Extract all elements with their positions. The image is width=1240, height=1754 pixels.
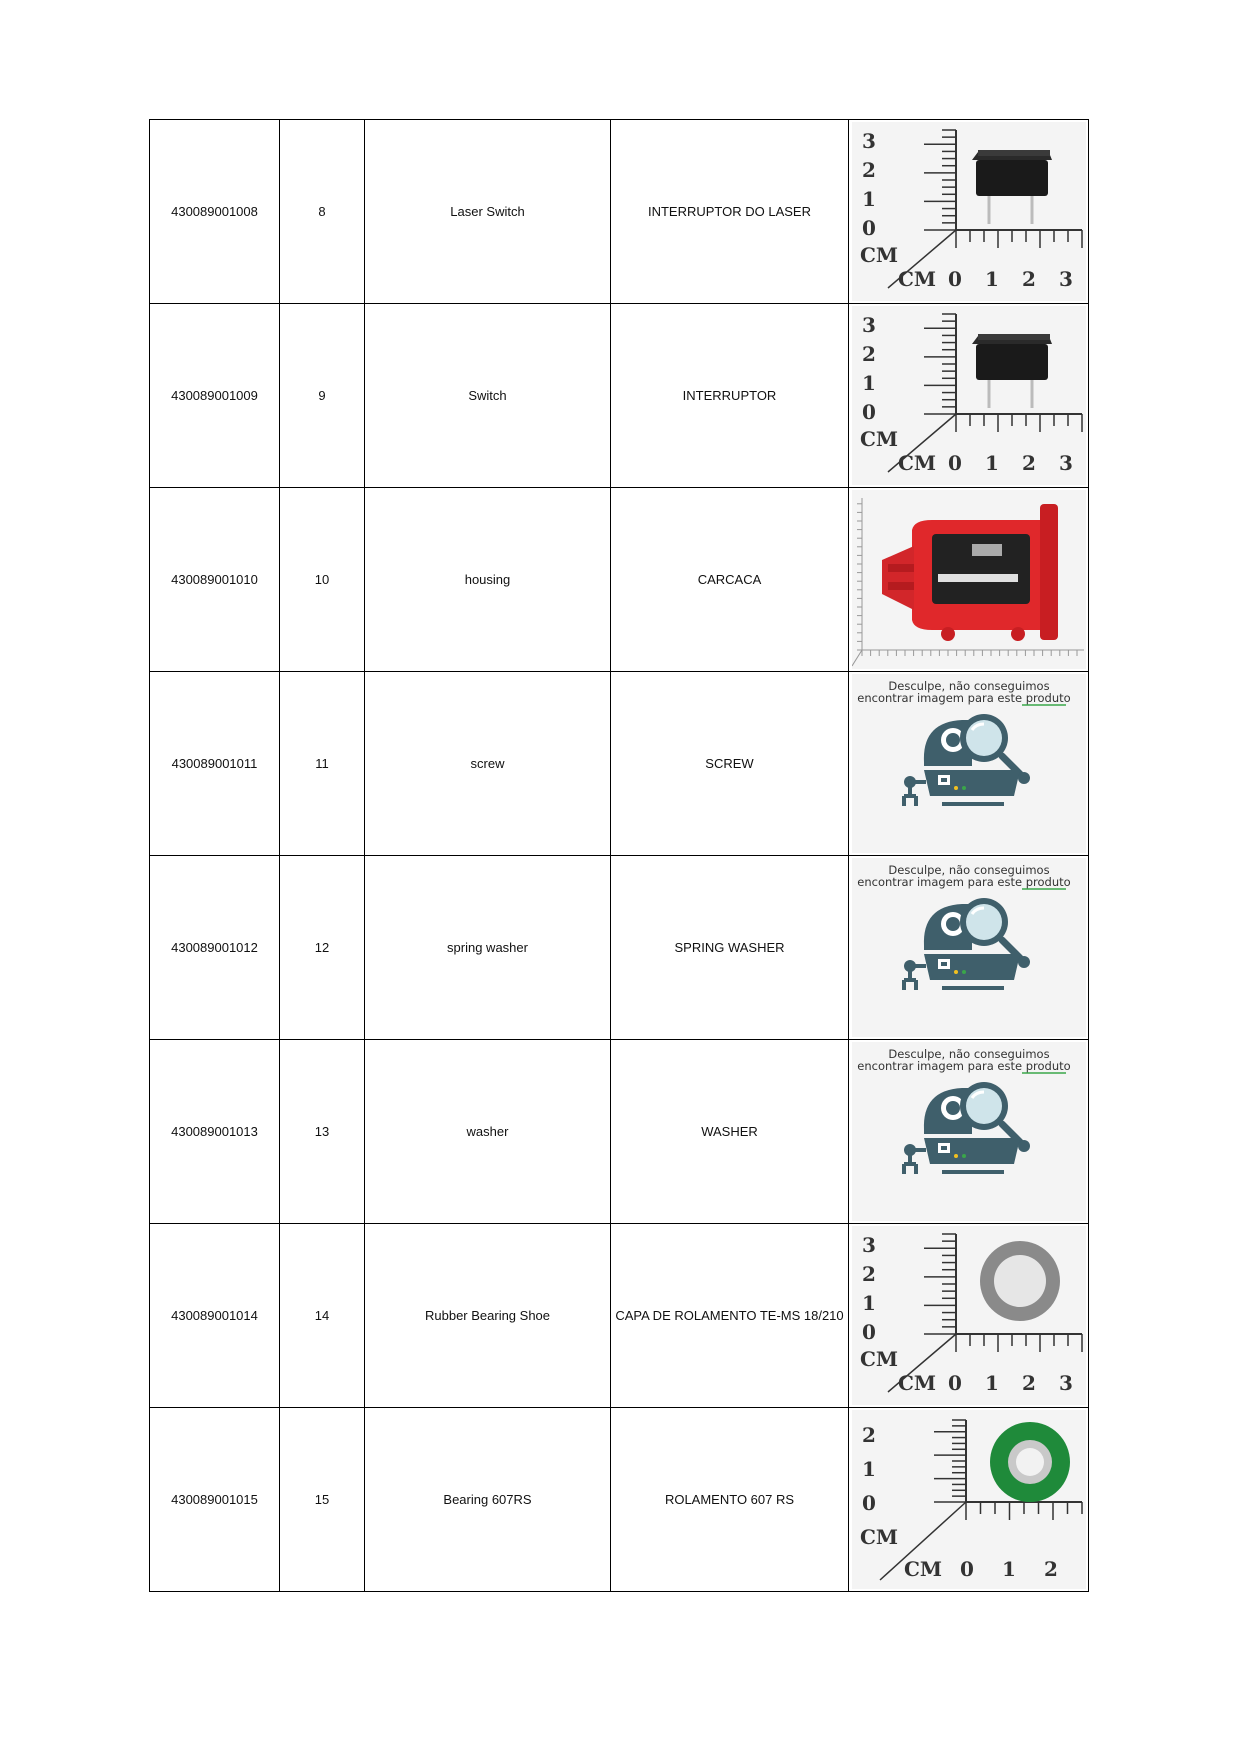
scale-digit-y: 0	[861, 216, 876, 240]
position-cell: 10	[280, 488, 365, 672]
name-en-cell: Switch	[365, 304, 611, 488]
scale-digit-x: 3	[1058, 267, 1073, 291]
table-row	[150, 856, 1089, 1040]
scale-digit-y: 3	[861, 313, 876, 337]
no-image-text: encontrar imagem para este produto	[856, 691, 1071, 705]
table-row	[150, 1224, 1089, 1408]
scale-unit-label: CM	[897, 267, 936, 291]
name-en-cell: spring washer	[365, 856, 611, 1040]
part-number-cell: 430089001011	[150, 672, 280, 856]
scale-digit-y: 0	[861, 1491, 876, 1515]
scale-digit-y: 1	[861, 371, 876, 395]
scale-digit-y: 1	[861, 1291, 876, 1315]
scale-digit-x: 1	[1001, 1557, 1016, 1581]
name-pt-cell: INTERRUPTOR	[611, 304, 849, 488]
name-en-cell: Rubber Bearing Shoe	[365, 1224, 611, 1408]
part-image	[852, 122, 1086, 301]
part-image-cell	[849, 1040, 1089, 1224]
scale-unit-label: CM	[859, 1525, 898, 1549]
parts-table	[149, 119, 1089, 1592]
scale-unit-label: CM	[897, 1371, 936, 1395]
scale-digit-y: 1	[861, 187, 876, 211]
part-image	[852, 306, 1086, 485]
no-image-text: Desculpe, não conseguimos	[887, 863, 1050, 877]
scale-digit-x: 1	[984, 1371, 999, 1395]
part-image-cell	[849, 1408, 1089, 1592]
scale-digit-x: 0	[947, 1371, 962, 1395]
red-housing-icon	[852, 490, 1086, 669]
scale-digit-y: 3	[861, 1233, 876, 1257]
scale-unit-label: CM	[903, 1557, 942, 1581]
green-bearing-image	[990, 1422, 1070, 1502]
position-cell: 9	[280, 304, 365, 488]
parts-sheet	[149, 119, 1089, 1592]
scale-digit-x: 2	[1021, 1371, 1036, 1395]
scale-digit-x: 1	[984, 267, 999, 291]
name-en-cell: Laser Switch	[365, 120, 611, 304]
scale-digit-x: 0	[947, 267, 962, 291]
part-image-cell	[849, 1224, 1089, 1408]
name-pt-cell: INTERRUPTOR DO LASER	[611, 120, 849, 304]
table-row	[150, 1408, 1089, 1592]
part-number-cell: 430089001010	[150, 488, 280, 672]
part-number-cell: 430089001013	[150, 1040, 280, 1224]
scale-digit-y: 0	[861, 1320, 876, 1344]
grey-ring-icon	[852, 1226, 1086, 1405]
scale-digit-x: 0	[959, 1557, 974, 1581]
name-en-cell: Bearing 607RS	[365, 1408, 611, 1592]
no-image-text: Desculpe, não conseguimos	[887, 679, 1050, 693]
part-number-cell: 430089001009	[150, 304, 280, 488]
scale-digit-y: 2	[861, 342, 876, 366]
name-pt-cell: CAPA DE ROLAMENTO TE-MS 18/210	[611, 1224, 849, 1408]
scale-digit-y: 2	[861, 158, 876, 182]
green-bearing-icon	[852, 1410, 1086, 1589]
scale-unit-label: CM	[859, 243, 898, 267]
grey-ring-image	[980, 1241, 1060, 1321]
scale-digit-x: 0	[947, 451, 962, 475]
scale-digit-x: 3	[1058, 1371, 1073, 1395]
name-pt-cell: WASHER	[611, 1040, 849, 1224]
name-pt-cell: SPRING WASHER	[611, 856, 849, 1040]
part-number-cell: 430089001014	[150, 1224, 280, 1408]
part-image	[852, 1042, 1086, 1221]
table-row	[150, 672, 1089, 856]
scale-digit-x: 2	[1043, 1557, 1058, 1581]
no-image-text: Desculpe, não conseguimos	[887, 1047, 1050, 1061]
table-row	[150, 304, 1089, 488]
scale-digit-x: 3	[1058, 451, 1073, 475]
part-image	[852, 1226, 1086, 1405]
rocker-switch-icon	[852, 306, 1086, 485]
part-image	[852, 674, 1086, 853]
no-image-robot-icon	[852, 674, 1086, 853]
scale-unit-label: CM	[859, 1347, 898, 1371]
scale-unit-label: CM	[897, 451, 936, 475]
scale-digit-x: 2	[1021, 451, 1036, 475]
scale-digit-y: 0	[861, 400, 876, 424]
position-cell: 14	[280, 1224, 365, 1408]
name-pt-cell: CARCACA	[611, 488, 849, 672]
part-image	[852, 858, 1086, 1037]
name-en-cell: washer	[365, 1040, 611, 1224]
position-cell: 11	[280, 672, 365, 856]
name-en-cell: housing	[365, 488, 611, 672]
part-number-cell: 430089001008	[150, 120, 280, 304]
table-row	[150, 1040, 1089, 1224]
no-image-text: encontrar imagem para este produto	[856, 875, 1071, 889]
position-cell: 8	[280, 120, 365, 304]
scale-digit-x: 2	[1021, 267, 1036, 291]
name-pt-cell: ROLAMENTO 607 RS	[611, 1408, 849, 1592]
part-image-cell	[849, 856, 1089, 1040]
scale-unit-label: CM	[859, 427, 898, 451]
table-row	[150, 120, 1089, 304]
scale-digit-y: 2	[861, 1262, 876, 1286]
part-image	[852, 1410, 1086, 1589]
position-cell: 13	[280, 1040, 365, 1224]
scale-digit-y: 2	[861, 1423, 876, 1447]
scale-digit-y: 3	[861, 129, 876, 153]
scale-digit-x: 1	[984, 451, 999, 475]
part-image-cell	[849, 488, 1089, 672]
no-image-text: encontrar imagem para este produto	[856, 1059, 1071, 1073]
position-cell: 15	[280, 1408, 365, 1592]
scale-digit-y: 1	[861, 1457, 876, 1481]
rocker-switch-icon	[852, 122, 1086, 301]
table-row	[150, 488, 1089, 672]
part-image	[852, 490, 1086, 669]
position-cell: 12	[280, 856, 365, 1040]
part-image-cell	[849, 672, 1089, 856]
name-en-cell: screw	[365, 672, 611, 856]
no-image-robot-icon	[852, 858, 1086, 1037]
name-pt-cell: SCREW	[611, 672, 849, 856]
no-image-robot-icon	[852, 1042, 1086, 1221]
part-image-cell	[849, 120, 1089, 304]
part-number-cell: 430089001015	[150, 1408, 280, 1592]
part-image-cell	[849, 304, 1089, 488]
part-number-cell: 430089001012	[150, 856, 280, 1040]
